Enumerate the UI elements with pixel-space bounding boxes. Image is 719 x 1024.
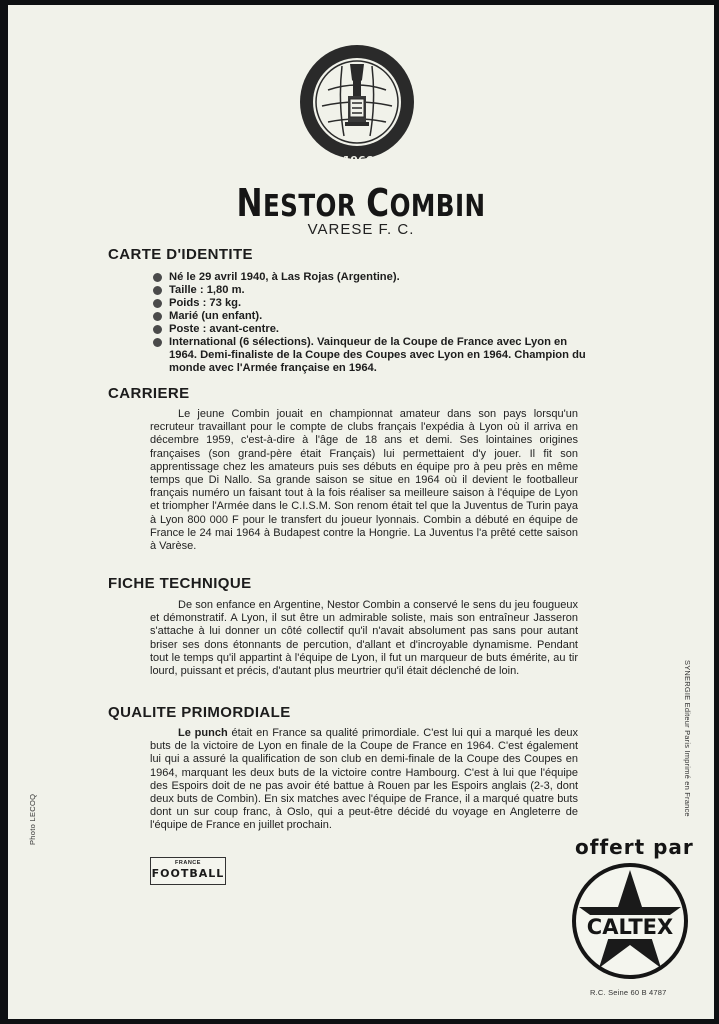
list-item: Poids : 73 kg. bbox=[151, 297, 591, 310]
qualite-body: était en France sa qualité primordiale. C'est lui qui a marqué les deux buts de la victoire de Lyon en finale de la Coupe de France en 1964. C'est également lui qui a assuré la qualification de son club en demi-finale de la Coupe des Coupes en 1964, marquant les deux buts de la victoire contre Hambourg. C'est à lui que l'équipe des Espoirs doit de ne pas avoir été battue à Rouen par les Espoirs anglais (2-3, dont deux buts de Combin). En six matches avec l'équipe de France, il a marqué quatre buts dont un sur coup franc, à Oslo, qui a peut-être décidé du voyage en Angleterre de l'équipe de France en juillet prochain. bbox=[150, 727, 578, 832]
heading-technique: FICHE TECHNIQUE bbox=[108, 575, 252, 592]
name-initial-1: N bbox=[236, 181, 263, 225]
heading-qualite: QUALITE PRIMORDIALE bbox=[108, 704, 291, 721]
bullet-icon bbox=[153, 299, 162, 308]
poster-sheet bbox=[8, 5, 714, 1019]
name-initial-2: C bbox=[366, 181, 390, 225]
carriere-text: Le jeune Combin jouait en championnat amateur dans son pays lorsqu'un recruteur travaillant pour le compte de clubs français l'expédia à Lyon où il arriva en décembre 1959, c'est-à-dire à l'âge de 18 ans et demi. Ses lointaines origines françaises (son grand-père était Français) lui permettaient d'y jouer. Il fit son apprentissage chez les amateurs puis ses débuts en équipe pro à peu près en même temps que Di Nallo. Sa grande saison se situe en 1964 où il devient le footballeur français numéro un faisant tout à la fois réaliser sa meilleure saison à l'équipe de Lyon et triompher l'Armée dans le C.I.S.M. Son renom était tel que la Juventus de Turin paya à Lyon 800 000 F pour le transfert du joueur lyonnais. Combin a débuté en équipe de France le 24 mai 1964 à Budapest contre la Hongrie. La Juventus l'a prêté cette saison à Varèse. bbox=[150, 408, 578, 553]
offert-par: offert par bbox=[575, 835, 694, 859]
france-football-logo bbox=[150, 857, 226, 885]
caltex-brand: CALTEX bbox=[586, 915, 674, 939]
name-rest-1: ESTOR bbox=[262, 189, 357, 224]
bullet-icon bbox=[153, 286, 162, 295]
emblem-year: 1966 bbox=[342, 154, 374, 167]
bullet-icon bbox=[153, 312, 162, 321]
list-item: Taille : 1,80 m. bbox=[151, 284, 591, 297]
heading-carriere: CARRIERE bbox=[108, 385, 190, 402]
heading-identite: CARTE D'IDENTITE bbox=[108, 246, 253, 263]
list-item: Marié (un enfant). bbox=[151, 310, 591, 323]
magazine-big: FOOTBALL bbox=[151, 867, 225, 880]
bullet-icon bbox=[153, 273, 162, 282]
list-item: Poste : avant-centre. bbox=[151, 323, 591, 336]
photo-credit: Photo LECOQ bbox=[28, 793, 37, 845]
bullet-icon bbox=[153, 325, 162, 334]
name-rest-2: OMBIN bbox=[389, 189, 486, 224]
player-club: VARESE F. C. bbox=[307, 221, 415, 238]
list-item: International (6 sélections). Vainqueur de la Coupe de France avec Lyon en 1964. Demi-finaliste de la Coupe des Coupes avec Lyon en 1964. Champion du monde avec l'Armée française en 1964. bbox=[151, 336, 591, 375]
player-name bbox=[72, 181, 651, 225]
identity-list bbox=[151, 271, 591, 375]
list-item: Né le 29 avril 1940, à Las Rojas (Argentine). bbox=[151, 271, 591, 284]
caltex-star-logo-icon bbox=[571, 862, 689, 980]
qualite-lead: Le punch bbox=[178, 727, 228, 739]
world-cup-emblem-icon bbox=[298, 40, 416, 170]
technique-text: De son enfance en Argentine, Nestor Combin a conservé le sens du jeu fougueux et démonstratif. A Lyon, il sut être un admirable soliste, mais son entraîneur Jasseron s'attache à lui donner un côté collectif qu'il n'avait absolument pas sans pour autant briser ses dons étonnants de percution, d'allant et d'incroyable dynamisme. Pendant tout le temps qu'il appartint à l'équipe de Lyon, il fut un marqueur de buts émérite, au tir lourd, puissant et précis, d'autant plus meurtrier qu'il était déclenché de loin. bbox=[150, 599, 578, 678]
bullet-icon bbox=[153, 338, 162, 347]
rc-number: R.C. Seine 60 B 4787 bbox=[590, 988, 667, 997]
magazine-small: FRANCE bbox=[175, 860, 201, 866]
qualite-text bbox=[150, 727, 578, 833]
printer-credit: SYNERGIE Editeur Paris Imprimé en France bbox=[683, 660, 692, 817]
